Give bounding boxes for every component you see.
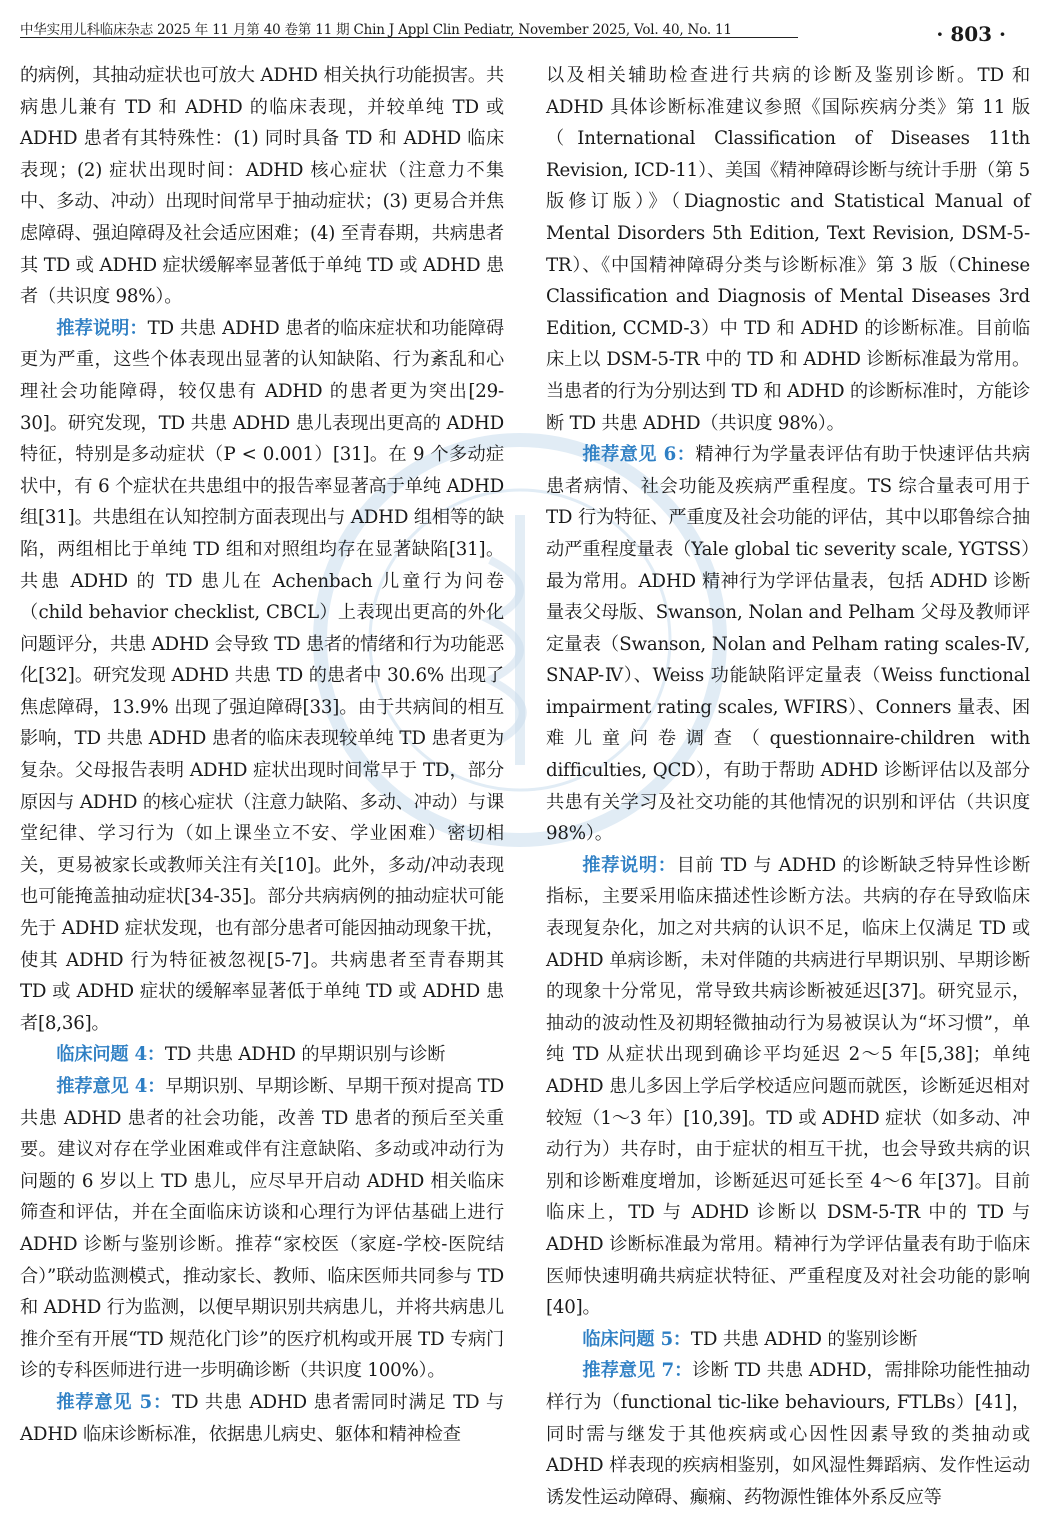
- right-column: [546, 60, 1030, 1513]
- question-title: TD 共患 ADHD 的鉴别诊断: [690, 1328, 918, 1350]
- recommendation-6: [546, 439, 1030, 850]
- paragraph-body: 精神行为学量表评估有助于快速评估共病患者病情、社会功能及疾病严重程度。TS 综合量表可用于 TD 行为特征、严重度及社会功能的评估，其中以耶鲁综合抽动严重程度量表（Yale global tic severity scale, YGTSS）最为常用。ADHD 精神行为学评估量表，包括 ADHD 诊断量表父母版、Swanson, Nolan and Pelham 父母及教师评定量表（Swanson, Nolan and Pelham rating scales-Ⅳ, SNAP-Ⅳ）、Weiss 功能缺陷评定量表（Weiss functional impairment rating scales, WFIRS）、Conners 量表、困难儿童问卷调查（questionnaire-children with difficulties, QCD），有助于帮助 ADHD 诊断评估以及部分共患有关学习及社交功能的其他情况的识别和评估（共识度 98%）。: [546, 444, 1031, 845]
- paragraph-body: TD 共患 ADHD 患者的临床症状和功能障碍更为严重，这些个体表现出显著的认知缺陷、行为紊乱和心理社会功能障碍，较仅患有 ADHD 的患者更为突出[29-30]。研究发现，TD 共患 ADHD 患儿表现出更高的 ADHD 特征，特别是多动症状（P < 0.001）[31]。在 9 个多动症状中，有 6 个症状在共患组中的报告率显著高于单纯 ADHD 组[31]。共患组在认知控制方面表现出与 ADHD 组相等的缺陷，两组相比于单纯 TD 组和对照组均存在显著缺陷[31]。共患 ADHD 的 TD 患儿在 Achenbach 儿童行为问卷（child behavior checklist, CBCL）上表现出更高的外化问题评分，共患 ADHD 会导致 TD 患者的情绪和行为功能恶化[32]。研究发现 ADHD 共患 TD 的患者中 30.6% 出现了焦虑障碍，13.9% 出现了强迫障碍[33]。由于共病间的相互影响，TD 共患 ADHD 患者的临床表现较单纯 TD 患者更为复杂。父母报告表明 ADHD 症状出现时间常早于 TD，部分原因与 ADHD 的核心症状（注意力缺陷、多动、冲动）与课堂纪律、学习行为（如上课坐立不安、学业困难）密切相关，更易被家长或教师关注有关[10]。此外，多动/冲动表现也可能掩盖抽动症状[34-35]。部分共病病例的抽动症状可能先于 ADHD 症状发现，也有部分患者可能因抽动现象干扰，使其 ADHD 行为特征被忽视[5-7]。共病患者至青春期其 TD 或 ADHD 症状的缓解率显著低于单纯 TD 或 ADHD 患者[8,36]。: [20, 317, 504, 1034]
- section-tag: 推荐说明：: [582, 854, 677, 876]
- left-column: [20, 60, 504, 1450]
- recommendation-explanation: [546, 850, 1030, 1324]
- paragraph-body: 诊断 TD 共患 ADHD，需排除功能性抽动样行为（functional tic-like behaviours, FTLBs）[41]，同时需与继发于其他疾病或心因性因素导致的类抽动或 ADHD 样表现的疾病相鉴别，如风湿性舞蹈病、发作性运动诱发性运动障碍、癫痫、药物源性锥体外系反应等: [546, 1360, 1030, 1508]
- running-header: [20, 18, 1028, 58]
- section-tag: 推荐说明：: [56, 317, 148, 339]
- paragraph-body: TD 共患 ADHD 患者需同时满足 TD 与 ADHD 临床诊断标准，依据患儿病史、躯体和精神检查: [20, 1391, 504, 1445]
- recommendation-explanation: [20, 313, 504, 1040]
- section-tag: 临床问题 4：: [56, 1044, 165, 1066]
- question-title: TD 共患 ADHD 的早期识别与诊断: [164, 1044, 446, 1066]
- paragraph-continuation: 以及相关辅助检查进行共病的诊断及鉴别诊断。TD 和 ADHD 具体诊断标准建议参照《国际疾病分类》第 11 版（International Classification of Diseases 11th Revision, ICD-11）、美国《精神障碍诊断与统计手册（第 5 版修订版）》（Diagnostic and Statistical Manual of Mental Disorders 5th Edition, Text Revision, DSM-5-TR）、《中国精神障碍分类与诊断标准》第 3 版（Chinese Classification and Diagnosis of Mental Diseases 3rd Edition, CCMD-3）中 TD 和 ADHD 的诊断标准。目前临床上以 DSM-5-TR 中的 TD 和 ADHD 诊断标准最为常用。当患者的行为分别达到 TD 和 ADHD 的诊断标准时，方能诊断 TD 共患 ADHD（共识度 98%）。: [546, 65, 1030, 434]
- section-tag: 推荐意见 7：: [582, 1360, 693, 1382]
- clinical-question-5: [546, 1324, 1030, 1356]
- recommendation-7: [546, 1355, 1030, 1513]
- recommendation-5: [20, 1387, 504, 1450]
- clinical-question-4: [20, 1039, 504, 1071]
- recommendation-4: [20, 1071, 504, 1387]
- section-tag: 临床问题 5：: [582, 1328, 691, 1350]
- journal-citation-line: 中华实用儿科临床杂志 2025 年 11 月第 40 卷第 11 期 Chin J Appl Clin Pediatr, November 2025, Vol. 40, No. 11: [20, 22, 732, 38]
- page-number: · 803 ·: [936, 22, 1006, 46]
- paragraph-continuation: 的病例，其抽动症状也可放大 ADHD 相关执行功能损害。共病患儿兼有 TD 和 ADHD 的临床表现，并较单纯 TD 或 ADHD 患者有其特殊性：(1) 同时具备 TD 和 ADHD 临床表现；(2) 症状出现时间：ADHD 核心症状（注意力不集中、多动、冲动）出现时间常早于抽动症状；(3) 更易合并焦虑障碍、强迫障碍及社会适应困难；(4) 至青春期，共病患者其 TD 或 ADHD 症状缓解率显著低于单纯 TD 或 ADHD 患者（共识度 98%）。: [20, 65, 504, 308]
- header-rule: [20, 37, 798, 38]
- section-tag: 推荐意见 5：: [56, 1391, 173, 1413]
- paragraph-body: 早期识别、早期诊断、早期干预对提高 TD 共患 ADHD 患者的社会功能，改善 TD 患者的预后至关重要。建议对存在学业困难或伴有注意缺陷、多动或冲动行为问题的 6 岁以上 TD 患儿，应尽早开启动 ADHD 相关临床筛查和评估，并在全面临床访谈和心理行为评估基础上进行 ADHD 诊断与鉴别诊断。推荐“家校医（家庭-学校-医院结合）”联动监测模式，推动家长、教师、临床医师共同参与 TD 和 ADHD 行为监测，以便早期识别共病患儿，并将共病患儿推介至有开展“TD 规范化门诊”的医疗机构或开展 TD 专病门诊的专科医师进行进一步明确诊断（共识度 100%）。: [20, 1076, 504, 1382]
- paragraph-body: 目前 TD 与 ADHD 的诊断缺乏特异性诊断指标，主要采用临床描述性诊断方法。共病的存在导致临床表现复杂化，加之对共病的认识不足，临床上仅满足 TD 或 ADHD 单病诊断，未对伴随的共病进行早期识别、早期诊断的现象十分常见，常导致共病诊断被延迟[37]。研究显示，抽动的波动性及初期轻微抽动行为易被误认为“坏习惯”，单纯 TD 从症状出现到确诊平均延迟 2～5 年[5,38]；单纯 ADHD 患儿多因上学后学校适应问题而就医，诊断延迟相对较短（1～3 年）[10,39]。TD 或 ADHD 症状（如多动、冲动行为）共存时，由于症状的相互干扰，也会导致共病的识别和诊断难度增加，诊断延迟可延长至 4～6 年[37]。目前临床上，TD 与 ADHD 诊断以 DSM-5-TR 中的 TD 与 ADHD 诊断标准最为常用。精神行为学评估量表有助于临床医师快速明确共病症状特征、严重程度及对社会功能的影响[40]。: [546, 854, 1030, 1319]
- section-tag: 推荐意见 6：: [582, 444, 696, 466]
- section-tag: 推荐意见 4：: [56, 1076, 166, 1097]
